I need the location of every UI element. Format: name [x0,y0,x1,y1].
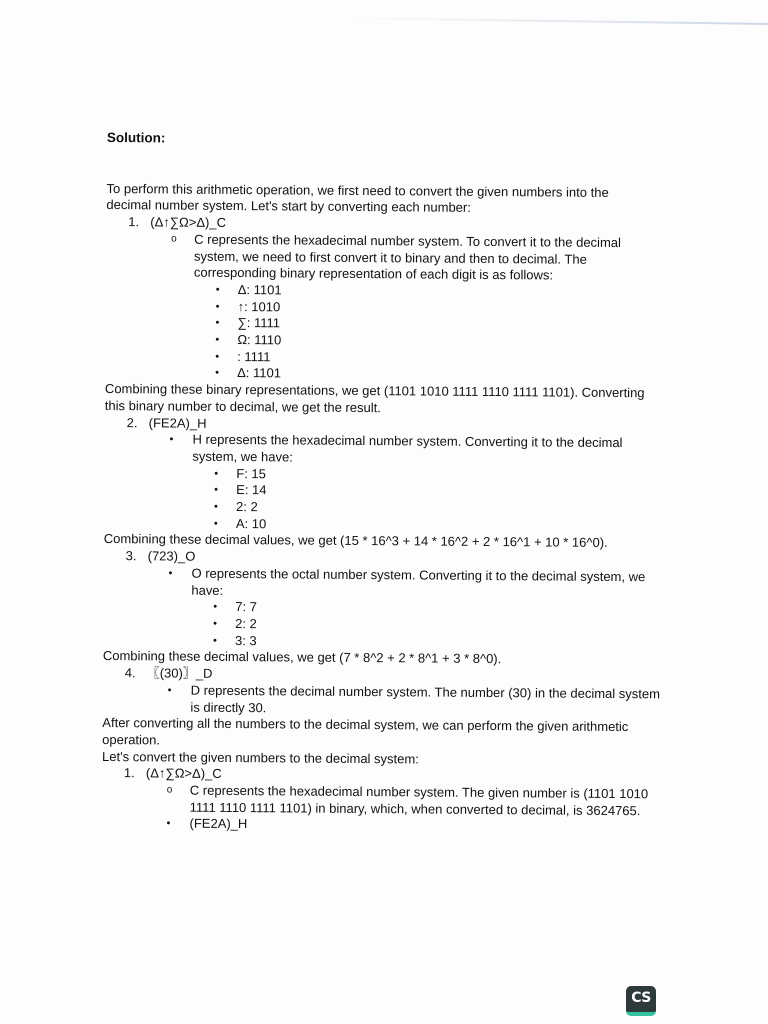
sub-item-continued: have: [191,582,224,598]
bullet-icon: • [213,601,218,614]
bullet-icon: • [169,433,174,446]
intro-line-1: To perform this arithmetic operation, we first need to convert the given numbers into the [106,180,609,200]
solution-heading: Solution: [106,130,166,146]
sub-item-continued: system, we need to first convert it to binary and then to decimal. The [193,248,587,267]
after-line: operation. [102,731,161,748]
bullet-icon: • [167,684,172,697]
circle-bullet-icon: o [171,233,177,245]
bullet-icon: • [168,567,173,580]
bullet-text: A: 10 [235,515,267,532]
list-label: (FE2A)_H [148,414,207,431]
bullet-icon: • [166,817,171,830]
sub-item [101,815,671,836]
sub-item-continued: corresponding binary representation of each digit is as follows: [193,264,554,283]
bullet-text: Ω: 1110 [237,332,282,348]
list-number: 1. [128,214,140,230]
bullet-text: Δ: 1101 [237,281,282,298]
sub-item-line: H represents the hexadecimal number system. Converting it to the decimal [192,431,623,451]
bullet-text: ↑: 1010 [237,298,281,314]
bullet-icon: • [213,500,218,513]
bullet-icon: • [215,333,220,346]
bullet-icon: • [213,617,218,630]
bullet-text: 2: 2 [235,499,258,515]
bullet-text: ∑: 1111 [237,315,281,331]
bullet-icon: • [215,317,220,330]
bullet-icon: • [213,517,218,530]
combine-line: Combining these decimal values, we get (7 * 8^2 + 2 * 8^1 + 3 * 8^0). [102,648,502,667]
sub-item-continued: is directly 30. [190,699,267,715]
list-label: (723)_O [147,548,196,564]
bullet-text: F: 15 [236,465,266,481]
list-label: 〖(30)〗_D [146,665,213,681]
bullet-icon: • [215,367,219,380]
sub-item-line: O represents the octal number system. Converting it to the decimal system, we [191,565,646,585]
sub-item-line: C represents the hexadecimal number system. To convert it to the decimal [194,231,621,250]
bullet-icon: • [214,467,219,480]
circle-bullet-icon: o [166,784,173,796]
bullet-text: 7: 7 [235,599,258,615]
bullet-icon: • [214,484,219,497]
bullet-text: 3: 3 [234,632,257,648]
list-number: 3. [125,548,137,564]
bullet-icon: • [215,350,220,363]
after-line: After converting all the numbers to the decimal system, we can perform the given arithmetic [102,715,629,735]
bullet-icon: • [215,283,220,296]
bullet-text: E: 14 [236,482,267,498]
bullet-icon: • [215,300,220,313]
solution-content [101,130,676,837]
list-label: (Δ↑∑Ω>Δ)_C [145,765,222,782]
list-label: (Δ↑∑Ω>Δ)_C [150,214,227,231]
sub-item-continued: 1111 1110 1111 1101) in binary, which, when converted to decimal, is 3624765. [189,799,641,818]
page-edge-line [340,17,768,25]
bullet-text: : 1111 [237,348,271,365]
sub-item-line: D represents the decimal number system. The number (30) in the decimal system [190,682,661,702]
combine-line: this binary number to decimal, we get the result. [104,397,381,416]
combine-line: Combining these binary representations, we get (1101 1010 1111 1110 1111 1101). Converting [104,381,645,401]
sub-item-line: (FE2A)_H [189,816,248,832]
bullet-icon: • [212,634,217,647]
list-number: 2. [126,414,138,430]
sub-item-line: C represents the hexadecimal number system. The given number is (1101 1010 [189,782,649,802]
list-number: 4. [124,665,136,681]
bullet-text: Δ: 1101 [237,365,282,381]
list-number: 1. [123,765,135,781]
sub-item-continued: system, we have: [192,448,293,465]
bullet-text: 2: 2 [235,616,257,632]
lets-convert-line: Let's convert the given numbers to the decimal system: [102,748,419,767]
combine-line: Combining these decimal values, we get (15 * 16^3 + 14 * 16^2 + 2 * 16^1 + 10 * 16^0). [103,531,608,551]
intro-line-2: decimal number system. Let's start by converting each number: [106,197,471,216]
camscanner-logo: CS [626,986,656,1016]
